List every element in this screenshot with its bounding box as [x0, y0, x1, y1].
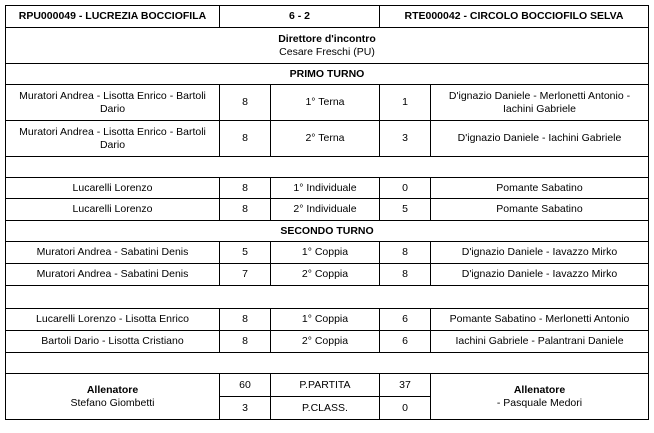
game-type: 2° Coppia [270, 330, 380, 353]
home-score: 8 [219, 198, 271, 221]
home-coach-label: Allenatore [86, 383, 139, 396]
spacer-row [5, 285, 649, 309]
home-score: 8 [219, 120, 271, 157]
away-score: 3 [379, 120, 431, 157]
home-score: 8 [219, 308, 271, 331]
away-class-points: 0 [379, 396, 431, 420]
game-type: 1° Coppia [270, 241, 380, 264]
away-players: Pomante Sabatino [430, 198, 649, 221]
home-score: 7 [219, 263, 271, 286]
spacer-row [5, 156, 649, 178]
home-coach [5, 373, 220, 420]
director-section [5, 27, 649, 64]
home-players: Lucarelli Lorenzo - Lisotta Enrico [5, 308, 220, 331]
away-score: 6 [379, 308, 431, 331]
home-score: 5 [219, 241, 271, 264]
home-score: 8 [219, 84, 271, 121]
home-players: Muratori Andrea - Lisotta Enrico - Bartoli Dario [5, 120, 220, 157]
away-players: D'ignazio Daniele - Iavazzo Mirko [430, 241, 649, 264]
class-points-label: P.CLASS. [270, 396, 380, 420]
away-players: Pomante Sabatino - Merlonetti Antonio [430, 308, 649, 331]
home-match-points: 60 [219, 373, 271, 397]
away-coach-label: Allenatore [513, 383, 566, 396]
away-players: Pomante Sabatino [430, 177, 649, 199]
home-players: Muratori Andrea - Lisotta Enrico - Bartoli Dario [5, 84, 220, 121]
home-score: 8 [219, 177, 271, 199]
game-type: 1° Coppia [270, 308, 380, 331]
home-score: 8 [219, 330, 271, 353]
game-type: 2° Individuale [270, 198, 380, 221]
director-name: Cesare Freschi (PU) [279, 45, 375, 58]
spacer-row [5, 352, 649, 374]
away-players: D'ignazio Daniele - Iachini Gabriele [430, 120, 649, 157]
away-score: 1 [379, 84, 431, 121]
home-players: Lucarelli Lorenzo [5, 177, 220, 199]
home-players: Muratori Andrea - Sabatini Denis [5, 241, 220, 264]
away-score: 8 [379, 241, 431, 264]
away-score: 8 [379, 263, 431, 286]
home-players: Muratori Andrea - Sabatini Denis [5, 263, 220, 286]
game-type: 2° Terna [270, 120, 380, 157]
home-team-name: RPU000049 - LUCREZIA BOCCIOFILA [5, 5, 220, 28]
away-score: 6 [379, 330, 431, 353]
away-score: 0 [379, 177, 431, 199]
away-players: D'ignazio Daniele - Iavazzo Mirko [430, 263, 649, 286]
away-team-name: RTE000042 - CIRCOLO BOCCIOFILO SELVA [379, 5, 649, 28]
home-class-points: 3 [219, 396, 271, 420]
home-players: Lucarelli Lorenzo [5, 198, 220, 221]
second-round-title: SECONDO TURNO [5, 220, 649, 242]
home-coach-name: Stefano Giombetti [70, 396, 155, 409]
away-score: 5 [379, 198, 431, 221]
away-players: D'ignazio Daniele - Merlonetti Antonio - Iachini Gabriele [430, 84, 649, 121]
away-players: Iachini Gabriele - Palantrani Daniele [430, 330, 649, 353]
away-coach [430, 373, 649, 420]
game-type: 2° Coppia [270, 263, 380, 286]
match-points-label: P.PARTITA [270, 373, 380, 397]
away-match-points: 37 [379, 373, 431, 397]
game-type: 1° Individuale [270, 177, 380, 199]
away-coach-name: - Pasquale Medori [496, 396, 583, 409]
director-label: Direttore d'incontro [278, 32, 376, 45]
match-score: 6 - 2 [219, 5, 380, 28]
home-players: Bartoli Dario - Lisotta Cristiano [5, 330, 220, 353]
game-type: 1° Terna [270, 84, 380, 121]
first-round-title: PRIMO TURNO [5, 63, 649, 85]
